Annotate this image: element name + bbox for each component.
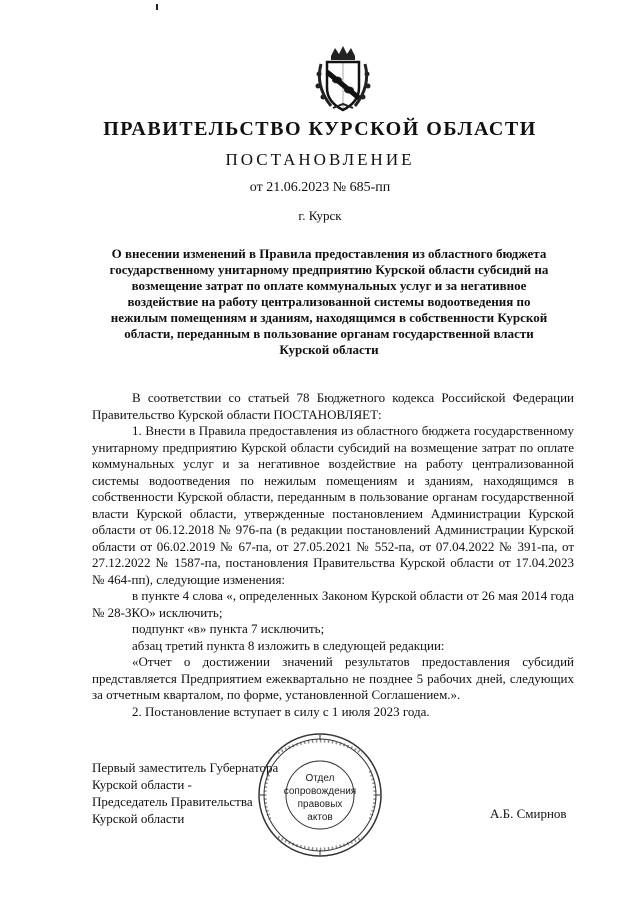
stamp-line: сопровождения	[283, 786, 357, 797]
stamp-line: актов	[307, 812, 333, 823]
heading-line: Курской области	[279, 342, 379, 357]
position-line: Курской области -	[92, 777, 192, 792]
position-line: Первый заместитель Губернатора	[92, 760, 279, 775]
signatory-position	[92, 759, 278, 827]
coat-of-arms-icon	[313, 44, 373, 114]
document-city: г. Курск	[298, 208, 342, 223]
stamp-line: Отдел	[305, 773, 335, 784]
heading-line: воздействие на работу централизованной системы водоотведения по	[127, 294, 531, 309]
position-line: Председатель Правительства	[92, 794, 253, 809]
scan-mark	[156, 4, 158, 10]
body-paragraph: «Отчет о достижении значений результатов предоставления субсидий представляется Предприятием ежеквартально не позднее 5 рабочих дней, следующих за отчетным кварталом, по форме, установленной Соглашением.».	[92, 654, 574, 702]
heading-line: государственному унитарному предприятию Курской области субсидий на	[109, 262, 549, 277]
body-paragraph: В соответствии со статьей 78 Бюджетного кодекса Российской Федерации Правительство Курской области ПОСТАНОВЛЯЕТ:	[92, 390, 574, 422]
stamp-center-text	[270, 772, 370, 824]
body-paragraph: 1. Внести в Правила предоставления из областного бюджета государственному унитарному предприятию Курской области субсидий на возмещение затрат по оплате коммунальных услуг и за негативное воздействие на работу централизованной системы водоотведения по нежилым помещениям и зданиям, находящимся в собственности Курской области, переданным в пользование органам государственной власти Курской области, утвержденные постановлением Администрации Курской области от 06.12.2018 № 976-па (в редакции постановлений Администрации Курской области от 06.02.2019 № 67-па, от 27.05.2021 № 552-па, от 07.04.2022 № 391-па, от 27.12.2022 № 1587-па, постановления Правительства Курской области от 17.04.2023 № 464-пп), следующие изменения:	[92, 423, 574, 587]
heading-line: области, переданным в пользование органам государственной власти	[124, 326, 534, 341]
body-paragraph: абзац третий пункта 8 изложить в следующей редакции:	[132, 637, 445, 653]
signatory-name: А.Б. Смирнов	[490, 806, 567, 821]
heading-line: нежилым помещениям и зданиям, находящимся в собственности Курской	[110, 310, 548, 325]
document-date-number: от 21.06.2023 № 685-пп	[249, 180, 391, 195]
heading-line: О внесении изменений в Правила предоставления из областного бюджета	[111, 246, 547, 261]
document-body	[92, 390, 574, 720]
position-line: Курской области	[92, 811, 185, 826]
heading-line: возмещение затрат по оплате коммунальных услуг и за негативное	[131, 278, 527, 293]
body-paragraph: в пункте 4 слова «, определенных Законом Курской области от 26 мая 2014 года № 28-ЗКО» исключить;	[92, 588, 574, 620]
document-heading	[84, 246, 574, 358]
government-title: ПРАВИТЕЛЬСТВО КУРСКОЙ ОБЛАСТИ	[103, 118, 537, 140]
body-paragraph: 2. Постановление вступает в силу с 1 июля 2023 года.	[132, 703, 430, 719]
document-type: ПОСТАНОВЛЕНИЕ	[225, 150, 415, 169]
body-paragraph: подпункт «в» пункта 7 исключить;	[132, 621, 325, 636]
stamp-line: правовых	[297, 799, 343, 810]
